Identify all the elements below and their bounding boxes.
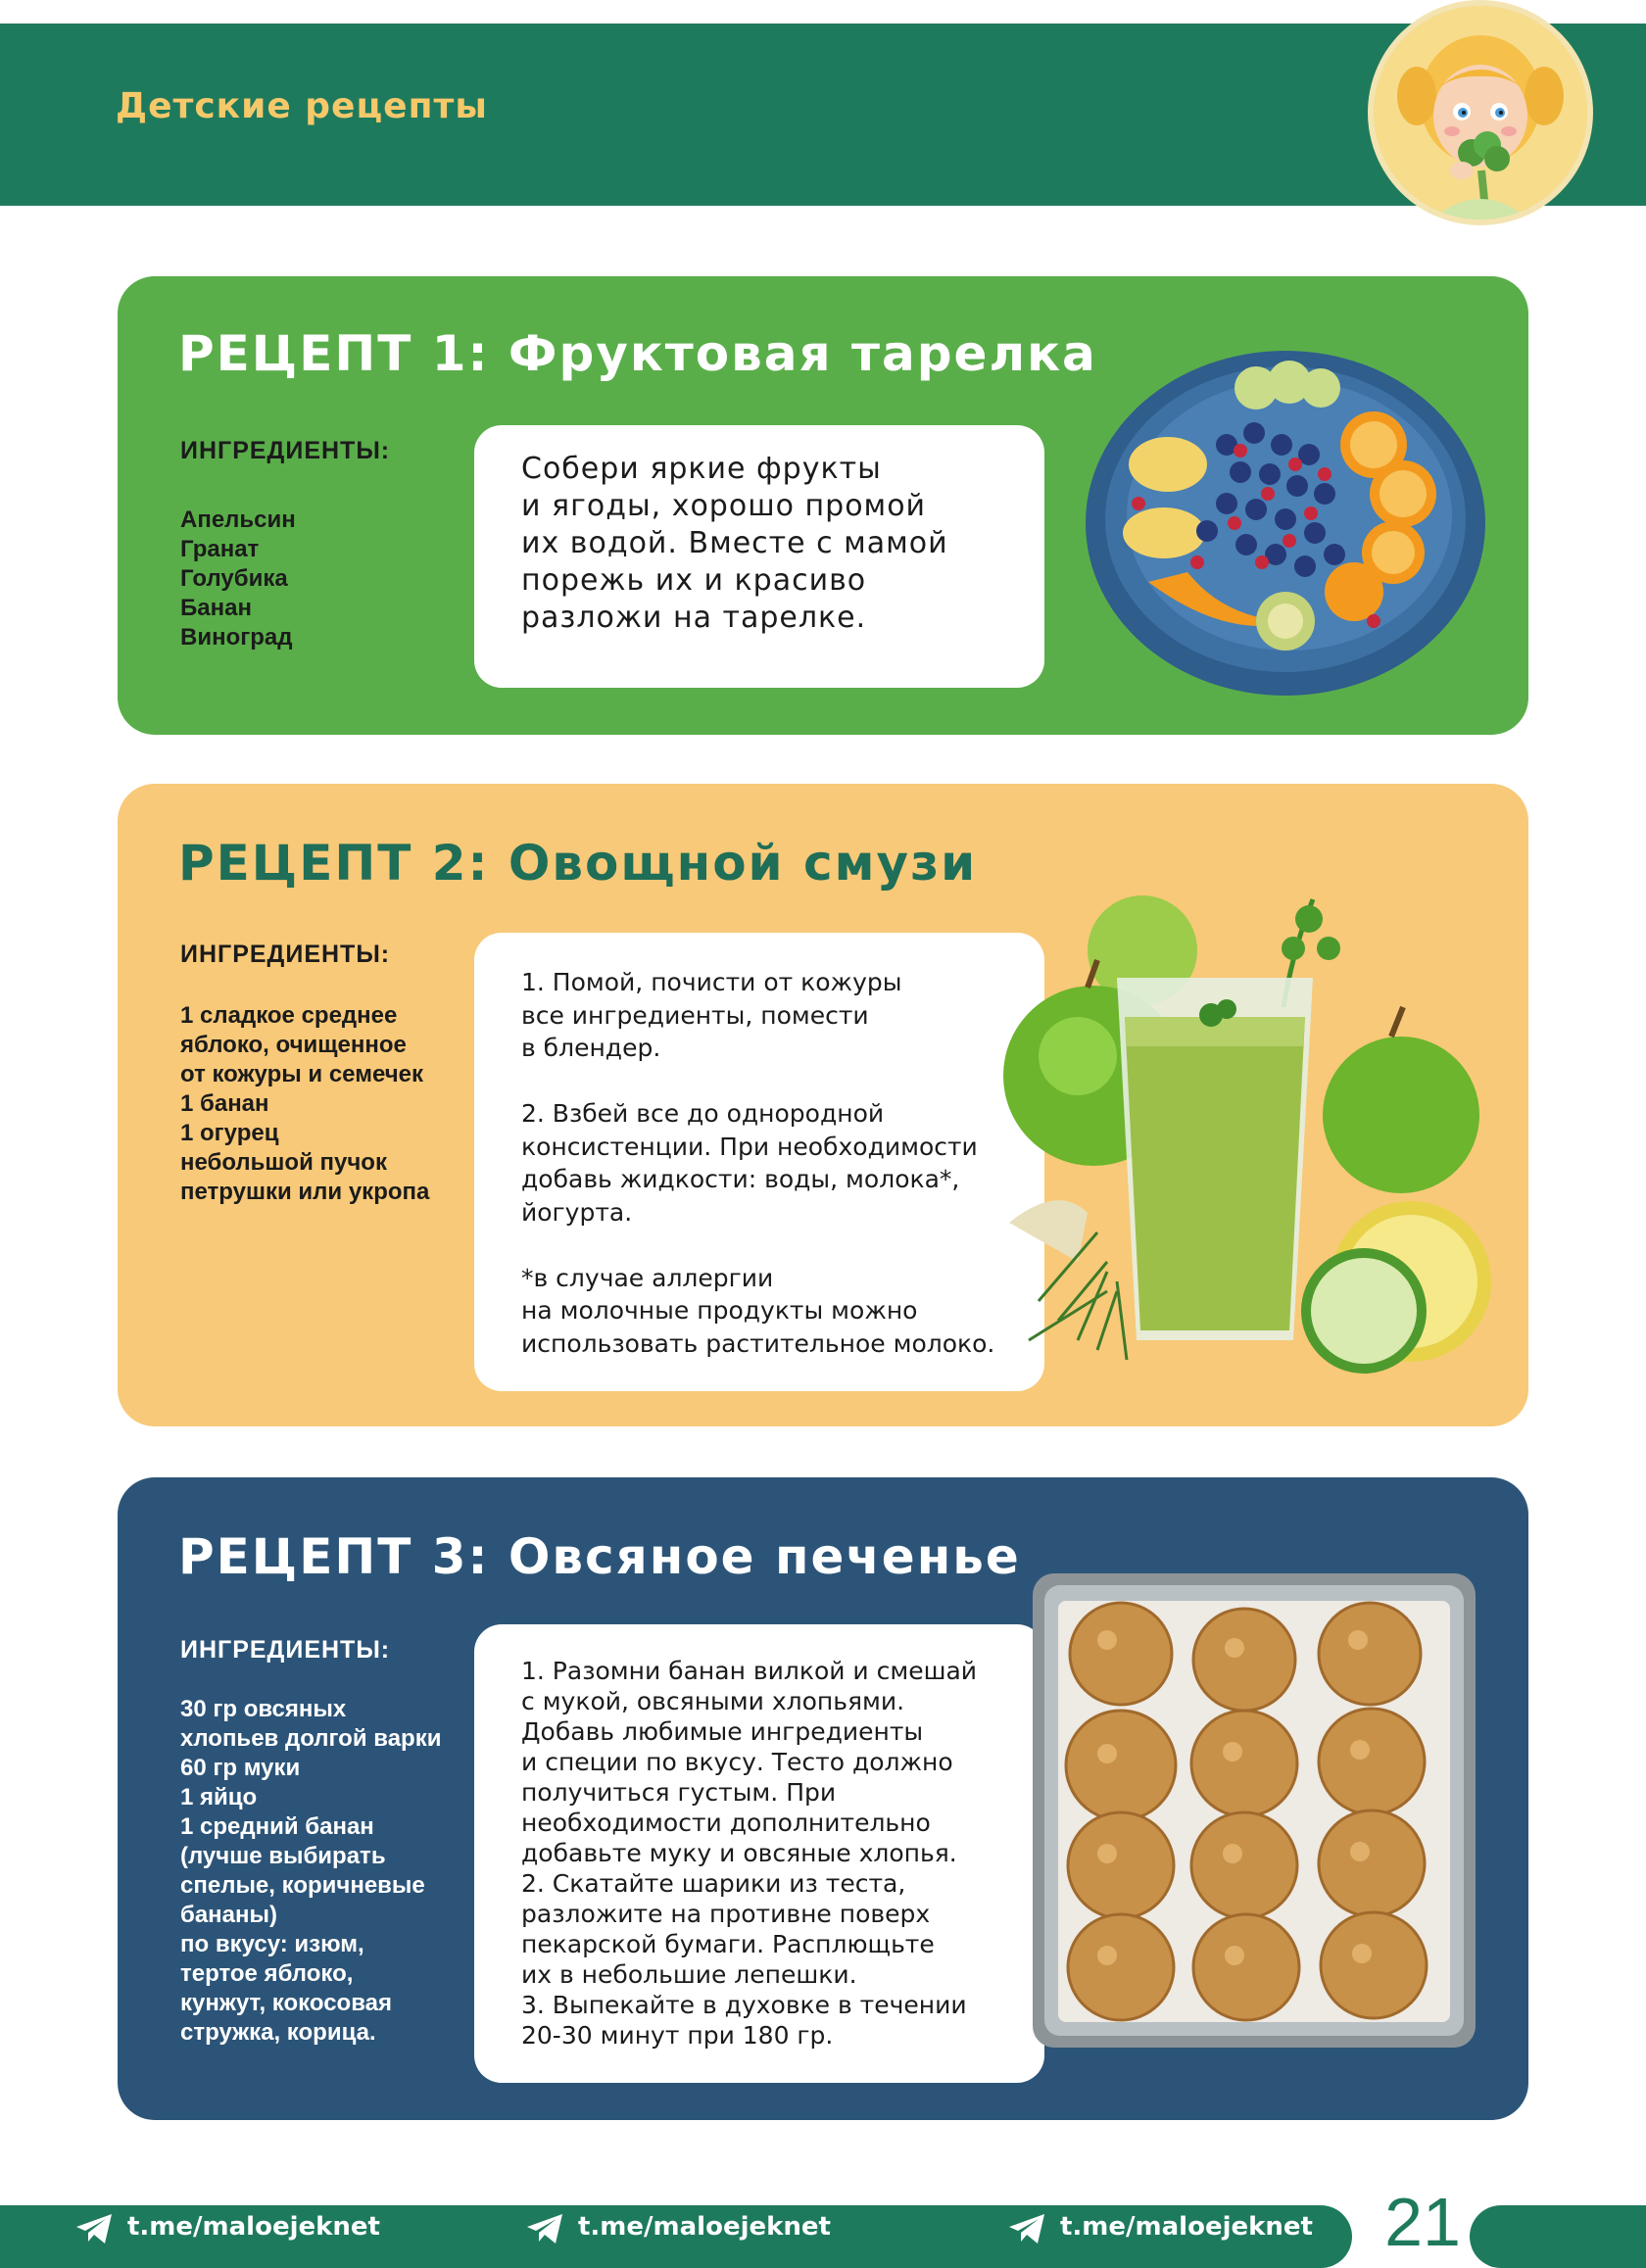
ingredient-item: от кожуры и семечек [180, 1061, 423, 1087]
ingredients-label: ИНГРЕДИЕНТЫ: [180, 1636, 391, 1664]
footer-link-telegram[interactable]: t.me/maloejeknet [578, 2212, 831, 2242]
girl-eating-broccoli-icon [1374, 6, 1587, 219]
ingredient-item: хлопьев долгой варки [180, 1725, 442, 1752]
ingredient-item: кунжут, кокосовая [180, 1990, 392, 2016]
recipe-card-1 [118, 276, 1528, 735]
ingredient-item: 60 гр муки [180, 1755, 301, 1781]
telegram-icon [74, 2212, 114, 2245]
ingredient-item: Виноград [180, 624, 293, 651]
recipe-title: РЕЦЕПТ 2: Овощной смузи [178, 835, 978, 892]
ingredient-item: яблоко, очищенное [180, 1032, 407, 1058]
green-smoothie-icon [999, 890, 1528, 1399]
ingredient-item: небольшой пучок [180, 1149, 387, 1176]
ingredient-item: Голубика [180, 565, 288, 592]
page-title: Детские рецепты [116, 86, 488, 126]
instructions-text: 1. Разомни банан вилкой и смешай с мукой, овсяными хлопьями. Добавь любимые ингредиенты и специи по вкусу. Тесто должно получиться густым. При необходимости дополнительно добавьте муку и овсяные хлопья. 2. Скатайте шарики из теста, разложите на противне поверх пекарской бумаги. Расплющьте их в небольшие лепешки. 3. Выпекайте в духовке в течении 20-30 минут при 180 гр. [521, 1657, 978, 2050]
ingredients-list [180, 506, 296, 652]
recipe-card-2 [118, 784, 1528, 1426]
ingredient-item: спелые, коричневые [180, 1872, 425, 1899]
ingredient-item: по вкусу: изюм, [180, 1931, 364, 1957]
fruit-plate-icon [1080, 327, 1491, 705]
instructions-box [474, 1624, 1044, 2083]
ingredient-item: бананы) [180, 1902, 277, 1928]
telegram-icon [1007, 2212, 1046, 2245]
footer-link-telegram[interactable]: t.me/maloejeknet [1060, 2212, 1313, 2242]
page-number: 21 [1384, 2184, 1461, 2260]
ingredient-item: 1 сладкое среднее [180, 1002, 398, 1029]
recipe-title: РЕЦЕПТ 3: Овсяное печенье [178, 1528, 1021, 1585]
ingredient-item: петрушки или укропа [180, 1179, 430, 1205]
telegram-icon [525, 2212, 564, 2245]
ingredient-item: (лучше выбирать [180, 1843, 386, 1869]
ingredient-item: Банан [180, 595, 252, 621]
footer-link-telegram[interactable]: t.me/maloejeknet [127, 2212, 380, 2242]
avatar [1368, 0, 1593, 225]
ingredient-item: 30 гр овсяных [180, 1696, 347, 1722]
ingredient-item: 1 огурец [180, 1120, 279, 1146]
ingredient-item: 1 средний банан [180, 1813, 374, 1840]
ingredient-item: Апельсин [180, 507, 296, 533]
ingredients-list [180, 1001, 474, 1207]
ingredient-item: Гранат [180, 536, 260, 562]
ingredient-item: стружка, корица. [180, 2019, 376, 2046]
instructions-text: Собери яркие фрукты и ягоды, хорошо промой их водой. Вместе с мамой порежь их и красиво разложи на тарелке. [521, 452, 948, 635]
ingredient-item: тертое яблоко, [180, 1960, 354, 1987]
ingredients-label: ИНГРЕДИЕНТЫ: [180, 941, 391, 968]
ingredient-item: 1 банан [180, 1090, 269, 1117]
footer-bar-right [1470, 2205, 1646, 2268]
instructions-text: 1. Помой, почисти от кожуры все ингредиенты, помести в блендер. 2. Взбей все до однородной консистенции. При необходимости добавь жидкости: воды, молока*, йогурта. *в случае аллергии на молочные продукты можно использовать растительное молоко. [521, 968, 995, 1358]
recipe-card-3 [118, 1477, 1528, 2120]
ingredient-item: 1 яйцо [180, 1784, 258, 1810]
oatmeal-cookies-tray-icon [1019, 1571, 1489, 2050]
ingredients-label: ИНГРЕДИЕНТЫ: [180, 437, 391, 464]
recipe-title: РЕЦЕПТ 1: Фруктовая тарелка [178, 325, 1097, 382]
instructions-box [474, 425, 1044, 688]
ingredients-list [180, 1695, 474, 2048]
instructions-box [474, 933, 1044, 1391]
